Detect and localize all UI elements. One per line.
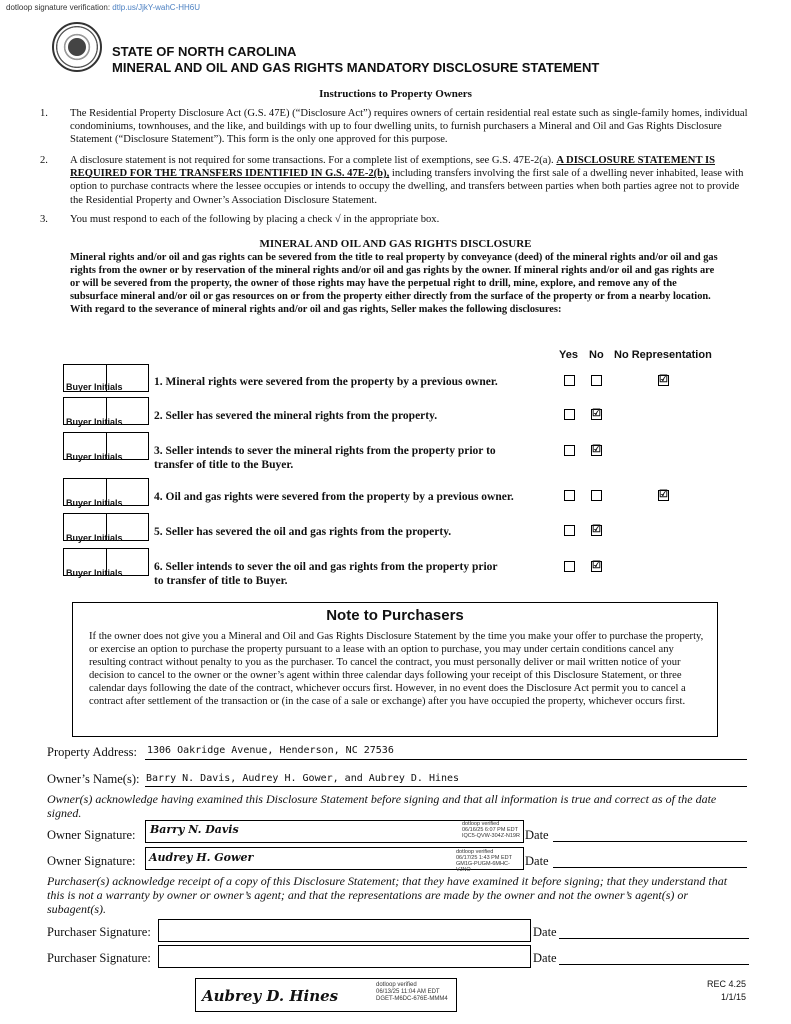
signature-image: Audrey H. Gower: [149, 851, 254, 864]
form-revision: 1/1/15: [720, 992, 746, 1002]
question-1: 1. Mineral rights were severed from the property by a previous owner.: [154, 376, 498, 388]
date-label: Date: [533, 951, 557, 965]
note-to-purchasers: [72, 602, 718, 737]
checkbox-no[interactable]: ☑: [592, 524, 601, 535]
dotloop-stamp: dotloop verified 06/17/25 1:43 PM EDT GM1G-PUGM-6MHC-VJNO: [456, 849, 512, 873]
purchaser-signature-field-2[interactable]: [158, 945, 531, 968]
column-yes: Yes: [559, 349, 578, 361]
verification-label: dotloop signature verification:: [6, 3, 111, 12]
question-6: 6. Seller intends to sever the oil and gas rights from the property prior to transfer of title to Buyer.: [154, 561, 498, 587]
purchaser-signature-label: Purchaser Signature:: [47, 925, 151, 939]
buyer-initials-label: Buyer Initials: [66, 533, 123, 543]
checkbox-no[interactable]: [591, 490, 602, 501]
property-address-label: Property Address:: [47, 745, 137, 759]
instruction-item-3: 3. You must respond to each of the following by placing a check √ in the appropriate box.: [40, 214, 440, 225]
signature-image: Aubrey D. Hines: [202, 987, 339, 1005]
checkbox-no[interactable]: [591, 375, 602, 386]
buyer-initials-label: Buyer Initials: [66, 498, 123, 508]
state-title: STATE OF NORTH CAROLINA: [112, 44, 297, 59]
owner-signature-label: Owner Signature:: [47, 828, 136, 842]
note-body: If the owner does not give you a Mineral and Oil and Gas Rights Disclosure Statement by the time you make your offer to purchase the property, or exercise an option to purchase the property pursuant to a lease with an option to purchase, you may under certain conditions cancel any resulting contract without penalty to you as the purchaser. To cancel the contract, you must personally deliver or mail written notice of your decision to cancel to the owner or the owner’s agent within three calendar days following your receipt of this Disclosure Statement, or three calendar days following the date of the contract, whichever occurs first. However, in no event does the Disclosure Act permit you to cancel a contract after settlement of the transaction or (in the case of a sale or exchange) after you have occupied the property, whichever occurs first.: [89, 631, 704, 707]
checkbox-no[interactable]: ☑: [592, 560, 601, 571]
date-label: Date: [533, 925, 557, 939]
checkbox-yes[interactable]: [564, 561, 575, 572]
date-line[interactable]: [559, 938, 749, 939]
owner-signature-field-1[interactable]: [145, 820, 524, 843]
checkbox-no[interactable]: ☑: [592, 444, 601, 455]
disclosure-heading: MINERAL AND OIL AND GAS RIGHTS DISCLOSURE: [259, 238, 532, 250]
buyer-initials-label: Buyer Initials: [66, 568, 123, 578]
owner-acknowledgement: Owner(s) acknowledge having examined this Disclosure Statement before signing and that all information is true and correct as of the date signed.: [47, 792, 717, 820]
owners-name-line: [145, 786, 747, 787]
nc-real-estate-commission-seal: [52, 22, 102, 72]
property-address-field[interactable]: 1306 Oakridge Avenue, Henderson, NC 27536: [147, 745, 394, 756]
buyer-initials-label: Buyer Initials: [66, 417, 123, 427]
buyer-initials-label: Buyer Initials: [66, 452, 123, 462]
date-line[interactable]: [553, 841, 747, 842]
column-no: No: [589, 349, 604, 361]
note-title: Note to Purchasers: [326, 607, 464, 624]
property-address-line: [145, 759, 747, 760]
date-line[interactable]: [553, 867, 747, 868]
question-2: 2. Seller has severed the mineral rights from the property.: [154, 410, 438, 422]
owner-signature-label: Owner Signature:: [47, 854, 136, 868]
dotloop-stamp: dotloop verified 06/16/25 6:07 PM EDT IQC5-QVW-304Z-N19R: [462, 821, 520, 839]
checkbox-no-representation[interactable]: ☑: [659, 489, 668, 500]
extra-signature-field[interactable]: [195, 978, 457, 1012]
checkbox-no-representation[interactable]: ☑: [659, 374, 668, 385]
form-code: REC 4.25: [706, 979, 746, 989]
checkbox-yes[interactable]: [564, 375, 575, 386]
checkbox-yes[interactable]: [564, 525, 575, 536]
column-no-representation: No Representation: [614, 349, 712, 361]
checkbox-yes[interactable]: [564, 445, 575, 456]
owner-signature-field-2[interactable]: [145, 847, 524, 873]
form-title: MINERAL AND OIL AND GAS RIGHTS MANDATORY DISCLOSURE STATEMENT: [112, 60, 600, 75]
buyer-initials-label: Buyer Initials: [66, 382, 123, 392]
date-line[interactable]: [559, 964, 749, 965]
question-5: 5. Seller has severed the oil and gas rights from the property.: [154, 526, 452, 538]
disclosure-intro: Mineral rights and/or oil and gas rights can be severed from the title to real property by conveyance (deed) of the mineral rights and/or oil and gas rights from the owner or by reservation of the mineral rights and/or oil and gas rights by the owner. If mineral rights and/or oil and gas rights are or will be severed from the property, the owner of those rights may have the perpetual right to drill, mine, explore, and remove any of the subsurface mineral and/or oil or gas resources on or from the property either directly from the surface of the property or from a nearby location. With regard to the severance of mineral rights and/or oil and gas rights, Seller makes the following disclosures:: [70, 252, 718, 315]
owners-name-field[interactable]: Barry N. Davis, Audrey H. Gower, and Aubrey D. Hines: [146, 773, 460, 784]
instruction-item-1: 1. The Residential Property Disclosure Act (G.S. 47E) (“Disclosure Act”) requires owners of certain residential real estate such as single-family homes, individual condominiums, townhouses, and the like, and buildings with up to four dwelling units, to furnish purchasers a Mineral and Oil and Gas Rights Disclosure Statement (“Disclosure Statement”). This form is the only one approved for this purpose.: [40, 108, 748, 146]
purchaser-signature-field-1[interactable]: [158, 919, 531, 942]
date-label: Date: [525, 828, 549, 842]
purchaser-signature-label: Purchaser Signature:: [47, 951, 151, 965]
question-4: 4. Oil and gas rights were severed from the property by a previous owner.: [154, 491, 514, 503]
instruction-item-2: 2. A disclosure statement is not required for some transactions. For a complete list of exemptions, see G.S. 47E-2(a). A DISCLOSURE STATEMENT IS REQUIRED FOR THE TRANSFERS IDENTIFIED IN G.S. 47E-2(b), including transfers involving the first sale of a dwelling never inhabited, lease with option to purchase contracts where the lessee occupies or intends to occupy the dwelling, and transfers between parties when both parties agree not to provide the Residential Property and Owner’s Association Disclosure Statement.: [40, 155, 744, 206]
question-3: 3. Seller intends to sever the mineral rights from the property prior to transfer of title to the Buyer.: [154, 445, 496, 471]
purchaser-acknowledgement: Purchaser(s) acknowledge receipt of a copy of this Disclosure Statement; that they have examined it before signing; that they understand that this is not a warranty by owner or owner’s agent; and that the representations are made by the owner and not the owner’s agent(s) or subagent(s).: [47, 874, 728, 916]
signature-image: Barry N. Davis: [150, 823, 239, 836]
dotloop-stamp: dotloop verified 06/13/25 11:04 AM EDT DGET-M6DC-676E-MMM4: [376, 982, 448, 1002]
verification-link[interactable]: dtlp.us/JjkY-wahC-HH6U: [112, 3, 201, 12]
date-label: Date: [525, 854, 549, 868]
instructions-heading: Instructions to Property Owners: [319, 88, 472, 100]
checkbox-no[interactable]: ☑: [592, 408, 601, 419]
dotloop-verification: [6, 3, 200, 12]
checkbox-yes[interactable]: [564, 490, 575, 501]
owners-name-label: Owner’s Name(s):: [47, 772, 140, 786]
checkbox-yes[interactable]: [564, 409, 575, 420]
